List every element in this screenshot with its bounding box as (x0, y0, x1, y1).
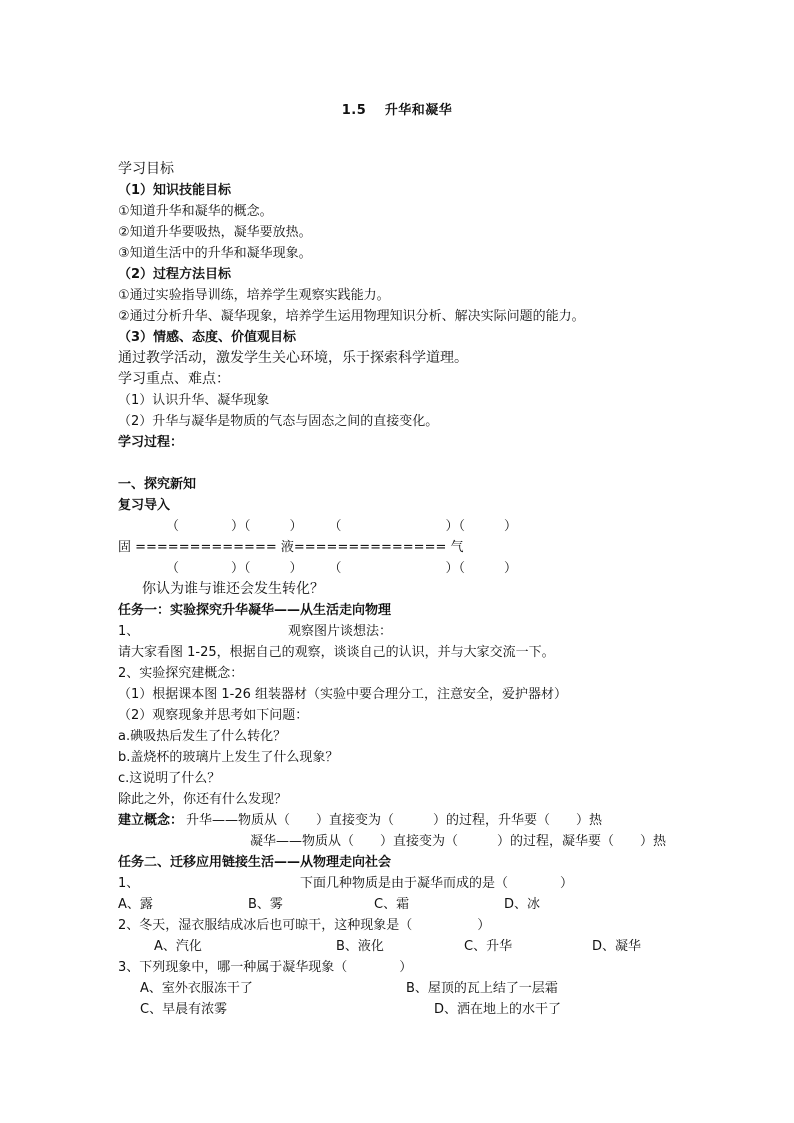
task1-heading: 任务一：实验探究升华凝华——从生活走向物理 (118, 603, 392, 618)
option: A、室外衣服冻干了 (140, 981, 253, 996)
task2-q3-options-row1 (118, 978, 718, 999)
task2-heading: 任务二、迁移应用链接生活——从物理走向社会 (118, 855, 392, 870)
task2-question-1 (118, 873, 718, 894)
process-goal-item: ②通过分析升华、凝华现象，培养学生运用物理知识分析、解决实际问题的能力。 (118, 309, 585, 324)
key-points-heading: 学习重点、难点： (118, 371, 230, 387)
task1-step2: 2、实验探究建概念： (118, 666, 244, 681)
process-heading: 学习过程： (118, 435, 184, 450)
task1-sub1: （1）根据课本图 1-26 组装器材（实验中要合理分工，注意安全，爱护器材） (118, 687, 568, 702)
task1-question: a.碘吸热后发生了什么转化？ (118, 729, 287, 744)
task1-question: c.这说明了什么？ (118, 771, 221, 786)
key-point-item: （2）升华与凝华是物质的气态与固态之间的直接变化。 (118, 414, 439, 429)
review-heading: 复习导入 (118, 498, 171, 513)
goals-heading: 学习目标 (118, 161, 174, 177)
page-title: 1.5 升华和凝华 (341, 103, 453, 118)
task1-step1-number: 1、 (118, 624, 140, 639)
task2-q1-text: 下面几种物质是由于凝华而成的是（ ） (300, 876, 574, 891)
knowledge-goal-item: ②知道升华要吸热，凝华要放热。 (118, 225, 312, 240)
option: C、早晨有浓雾 (140, 1002, 228, 1017)
concept-sublimation (118, 810, 718, 831)
section-heading: 一、探究新知 (118, 477, 197, 492)
process-goal-item: ①通过实验指导训练，培养学生观察实践能力。 (118, 288, 390, 303)
emotion-goal-heading: （3）情感、态度、价值观目标 (118, 330, 297, 345)
task2-q3-options-row2 (118, 999, 718, 1020)
task1-step1-desc: 请大家看图 1-25，根据自己的观察，谈谈自己的认识，并与大家交流一下。 (118, 645, 555, 660)
task2-q1-number: 1、 (118, 876, 140, 891)
option: D、冰 (504, 897, 541, 912)
state-diagram-top-blanks: （ ）（ ） （ ）（ ） (166, 519, 518, 534)
review-question: 你认为谁与谁还会发生转化？ (142, 581, 324, 597)
knowledge-goal-item: ③知道生活中的升华和凝华现象。 (118, 246, 312, 261)
option: A、汽化 (154, 939, 202, 954)
task2-q3-text: 3、下列现象中，哪一种属于凝华现象（ ） (118, 960, 413, 975)
option: D、凝华 (592, 939, 642, 954)
option: B、屋顶的瓦上结了一层霜 (406, 981, 558, 996)
task2-q1-options (118, 894, 718, 915)
option: C、霜 (374, 897, 410, 912)
task1-sub2: （2）观察现象并思考如下问题： (118, 708, 309, 723)
process-goal-heading: （2）过程方法目标 (118, 267, 232, 282)
concept-deposition (118, 831, 718, 852)
option: B、雾 (248, 897, 283, 912)
knowledge-goal-heading: （1）知识技能目标 (118, 183, 232, 198)
task1-extra: 除此之外，你还有什么发现？ (118, 792, 288, 807)
option: C、升华 (464, 939, 513, 954)
state-diagram-bottom-blanks: （ ）（ ） （ ）（ ） (166, 561, 518, 576)
state-diagram-states: 固 ============= 液============== 气 (118, 540, 464, 555)
task1-step1 (118, 621, 718, 642)
task2-q2-options (118, 936, 718, 957)
emotion-goal-text: 通过教学活动，激发学生关心环境，乐于探索科学道理。 (118, 350, 468, 366)
option: A、露 (118, 897, 153, 912)
option: B、液化 (336, 939, 384, 954)
key-point-item: （1）认识升华、凝华现象 (118, 393, 270, 408)
document-body (118, 159, 718, 1020)
task2-q2-text: 2、冬天，湿衣服结成冰后也可晾干，这种现象是（ ） (118, 918, 491, 933)
concept-deposition-text: 凝华——物质从（ ）直接变为（ ）的过程，凝华要（ ）热 (250, 834, 667, 849)
task1-step1-text: 观察图片谈想法： (288, 624, 393, 639)
concept-label: 建立概念： (118, 813, 184, 828)
option: D、洒在地上的水干了 (434, 1002, 562, 1017)
knowledge-goal-item: ①知道升华和凝华的概念。 (118, 204, 273, 219)
task1-question: b.盖烧杯的玻璃片上发生了什么现象？ (118, 750, 339, 765)
concept-sublimation-text: 升华——物质从（ ）直接变为（ ）的过程，升华要（ ）热 (186, 813, 603, 828)
